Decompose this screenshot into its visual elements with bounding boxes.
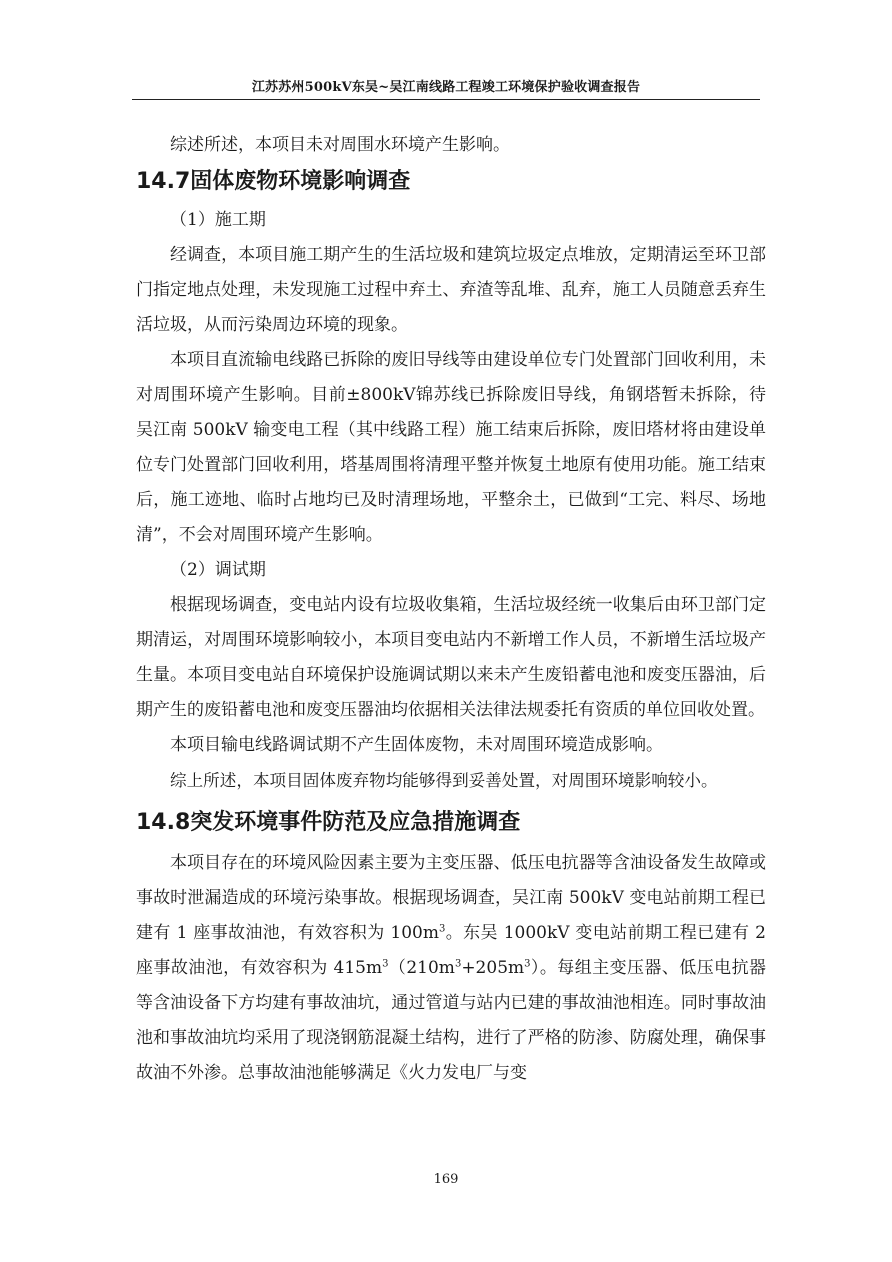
paragraph-substation-waste: 根据现场调查，变电站内设有垃圾收集箱，生活垃圾经统一收集后由环卫部门定期清运，对周围环境影响较小，本项目变电站内不新增工作人员，不新增生活垃圾产生量。本项目变电站自环境保护设施调试期以来未产生废铅蓄电池和废变压器油，后期产生的废铅蓄电池和废变压器油均依据相关法律法规委托有资质的单位回收处置。 xyxy=(136,595,766,720)
superscript-cubic-1: 3 xyxy=(438,923,446,935)
page-number: 169 xyxy=(433,1172,459,1187)
header-divider xyxy=(132,99,760,100)
section-heading-14-8: 14.8突发环境事件防范及应急措施调查 xyxy=(136,810,521,835)
superscript-cubic-3: 3 xyxy=(454,958,462,970)
paragraph-line-no-waste: 本项目输电线路调试期不产生固体废物，未对周围环境造成影响。 xyxy=(170,735,663,755)
running-header: 江苏苏州500kV东吴~吴江南线路工程竣工环境保护验收调查报告 xyxy=(251,80,641,95)
risk-text-part-2: 。东吴 1000kV 变电站前期工程已建有 2 座事故油池，有效容积为 415m xyxy=(136,923,766,978)
section-heading-14-7: 14.7固体废物环境影响调查 xyxy=(136,169,411,194)
paragraph-summary-water: 综述所述，本项目未对周围水环境产生影响。 xyxy=(170,135,510,155)
paragraph-solid-waste-summary: 综上所述，本项目固体废弃物均能够得到妥善处置，对周围环境影响较小。 xyxy=(170,771,718,790)
risk-text-part-5: ）。每组主变压器、低压电抗器等含油设备下方均建有事故油坑，通过管道与站内已建的事故油池相连。同时事故油池和事故油坑均采用了现浇钢筋混凝土结构，进行了严格的防渗、防腐处理，确保事故油不外渗。总事故油池能够满足《火力发电厂与变 xyxy=(136,958,766,1083)
superscript-cubic-2: 3 xyxy=(382,958,389,970)
page-body xyxy=(136,128,766,1091)
paragraph-construction-waste: 经调查，本项目施工期产生的生活垃圾和建筑垃圾定点堆放，定期清运至环卫部门指定地点处理，未发现施工过程中弃土、弃渣等乱堆、乱弃，施工人员随意丢弃生活垃圾，从而污染周边环境的现象。 xyxy=(136,245,766,335)
paragraph-dc-line-recycling: 本项目直流输电线路已拆除的废旧导线等由建设单位专门处置部门回收利用，未对周围环境产生影响。目前±800kV锦苏线已拆除废旧导线，角钢塔暂未拆除，待吴江南 500kV 输变电工程（其中线路工程）施工结束后拆除，废旧塔材将由建设单位专门处置部门回收利用，塔基周围将清理平整并恢复土地原有使用功能。施工结束后，施工迹地、临时占地均已及时清理场地，平整余土，已做到“工完、料尽、场地清”，不会对周围环境产生影响。 xyxy=(136,350,766,545)
subheading-construction-period: （1）施工期 xyxy=(170,210,266,230)
superscript-cubic-4: 3 xyxy=(524,958,531,970)
risk-text-part-1: 本项目存在的环境风险因素主要为主变压器、低压电抗器等含油设备发生故障或事故时泄漏造成的环境污染事故。根据现场调查，吴江南 500kV 变电站前期工程已建有 1 座事故油池，有效容积为 100m xyxy=(136,853,766,943)
paragraph-environmental-risk xyxy=(136,846,766,1091)
subheading-commissioning-period: （2）调试期 xyxy=(170,560,266,580)
risk-text-part-3: （210m xyxy=(388,958,455,978)
risk-text-part-4: +205m xyxy=(461,958,525,978)
